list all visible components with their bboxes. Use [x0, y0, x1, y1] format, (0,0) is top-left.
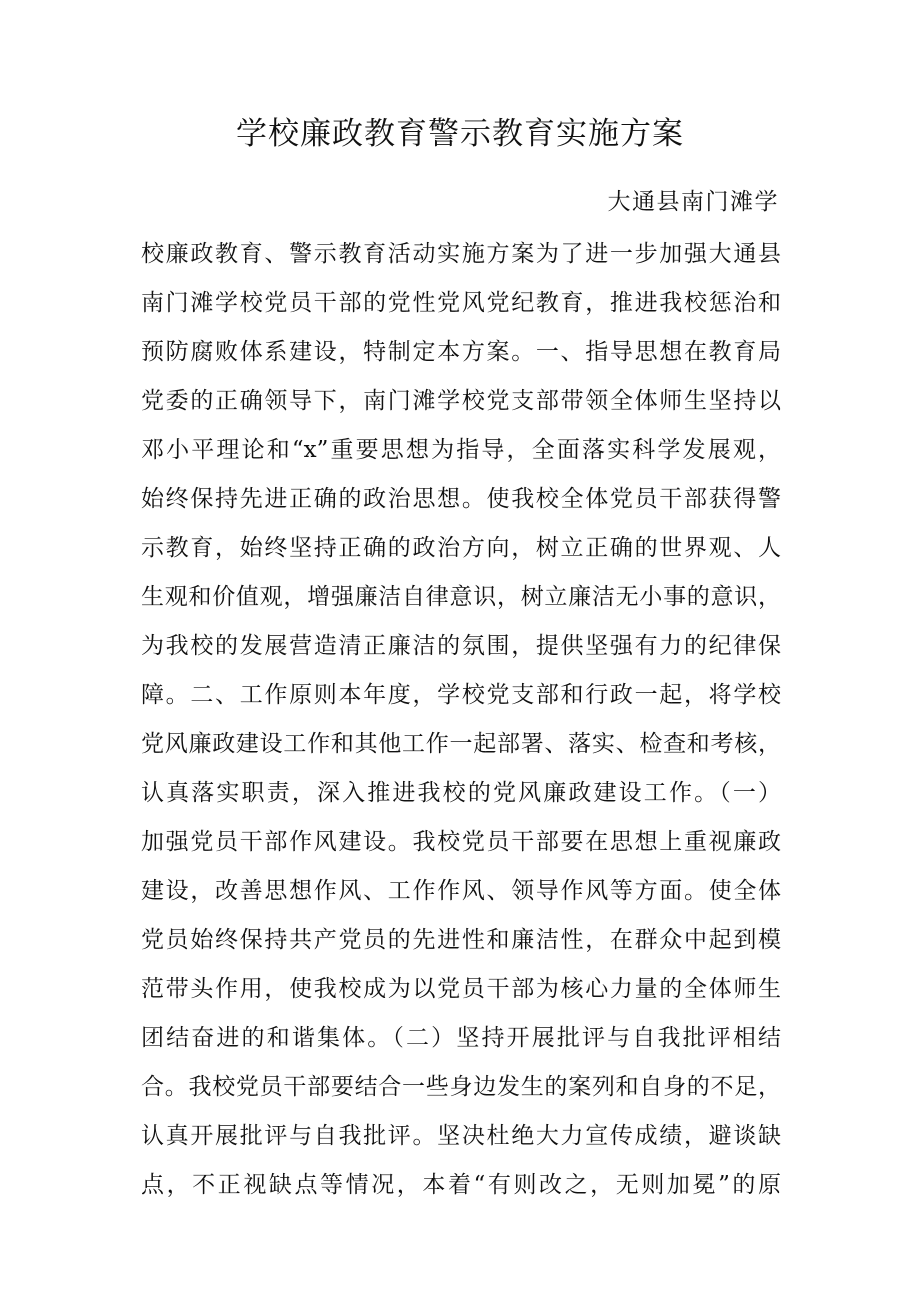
body-line: 障。二、工作原则本年度，学校党支部和行政一起，将学校 [141, 682, 781, 708]
body-line: 预防腐败体系建设，特制定本方案。一、指导思想在教育局 [141, 339, 781, 365]
body-line: 生观和价值观，增强廉洁自律意识，树立廉洁无小事的意识， [141, 584, 781, 610]
body-line: 党员始终保持共产党员的先进性和廉洁性，在群众中起到模 [141, 927, 781, 953]
body-line: 党风廉政建设工作和其他工作一起部署、落实、检查和考核， [141, 731, 781, 757]
body-line: 建设，改善思想作风、工作作风、领导作风等方面。使全体 [141, 878, 781, 904]
body-text [141, 230, 781, 1210]
body-line: 范带头作用，使我校成为以党员干部为核心力量的全体师生 [141, 976, 781, 1002]
body-line: 合。我校党员干部要结合一些身边发生的案列和自身的不足， [141, 1074, 781, 1100]
body-line: 校廉政教育、警示教育活动实施方案为了进一步加强大通县 [141, 241, 781, 267]
body-line: 党委的正确领导下，南门滩学校党支部带领全体师生坚持以 [141, 388, 781, 414]
body-line: 加强党员干部作风建设。我校党员干部要在思想上重视廉政 [141, 829, 781, 855]
body-line: 邓小平理论和“x”重要思想为指导，全面落实科学发展观， [141, 437, 781, 463]
author-line: 大通县南门滩学 [607, 189, 779, 215]
document-title: 学校廉政教育警示教育实施方案 [236, 116, 684, 152]
body-line: 始终保持先进正确的政治思想。使我校全体党员干部获得警 [141, 486, 781, 512]
body-line: 认真开展批评与自我批评。坚决杜绝大力宣传成绩，避谈缺 [141, 1123, 781, 1149]
body-line: 点，不正视缺点等情况，本着“有则改之，无则加冕”的原 [141, 1172, 781, 1198]
body-line: 团结奋进的和谐集体。（二）坚持开展批评与自我批评相结 [141, 1025, 781, 1051]
body-line: 为我校的发展营造清正廉洁的氛围，提供坚强有力的纪律保 [141, 633, 781, 659]
body-line: 示教育，始终坚持正确的政治方向，树立正确的世界观、人 [141, 535, 781, 561]
body-line: 认真落实职责，深入推进我校的党风廉政建设工作。（一） [141, 780, 781, 806]
body-line: 南门滩学校党员干部的党性党风党纪教育，推进我校惩治和 [141, 290, 781, 316]
